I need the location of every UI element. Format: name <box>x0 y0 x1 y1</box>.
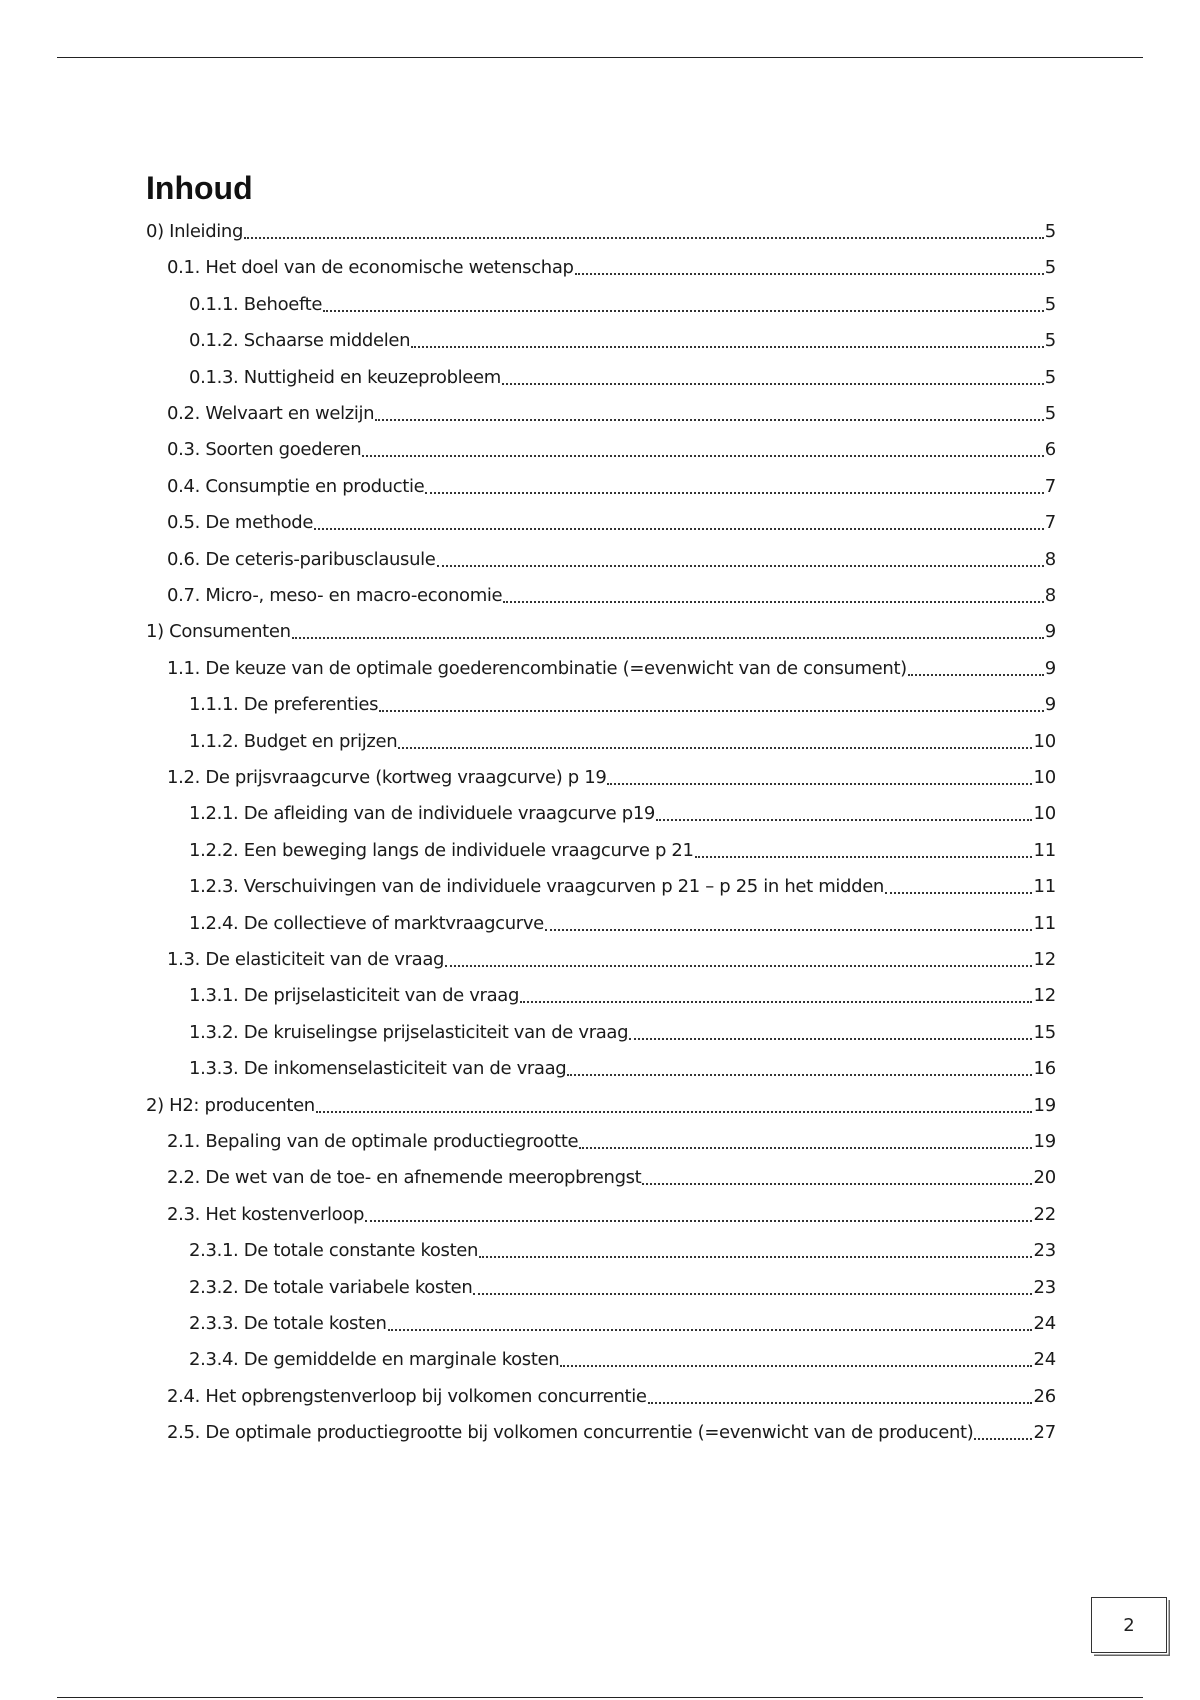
dot-leader <box>502 383 1044 385</box>
toc-entry[interactable] <box>146 979 1056 1009</box>
toc-entry-page: 16 <box>1033 1058 1056 1080</box>
toc-entry[interactable] <box>146 761 1056 791</box>
toc-entry[interactable] <box>146 506 1056 536</box>
toc-entry-page: 9 <box>1044 657 1056 679</box>
toc-entry-label: 1.3.1. De prijselasticiteit van de vraag <box>189 985 520 1007</box>
toc-entry-page: 5 <box>1044 330 1056 352</box>
toc-entry-page: 5 <box>1044 293 1056 315</box>
toc-entry-label: 1.1.1. De preferenties <box>189 694 379 716</box>
toc-entry-page: 5 <box>1044 257 1056 279</box>
dot-leader <box>473 1293 1032 1295</box>
toc-entry[interactable] <box>146 1343 1056 1373</box>
toc-entry-label: 1.1.2. Budget en prijzen <box>189 730 398 752</box>
toc-entry-label: 1.2. De prijsvraagcurve (kortweg vraagcurve) p 19 <box>167 767 607 788</box>
toc-entry-label: 1.2.2. Een beweging langs de individuele vraagcurve p 21 <box>189 839 694 861</box>
dot-leader <box>575 273 1044 275</box>
toc-entry-label: 1) Consumenten <box>146 621 291 643</box>
toc-entry-page: 10 <box>1033 803 1056 825</box>
dot-leader <box>316 1111 1033 1113</box>
dot-leader <box>365 1220 1032 1222</box>
toc-entry-page: 8 <box>1044 548 1056 570</box>
toc-entry[interactable] <box>146 652 1056 682</box>
toc-entry-page: 7 <box>1044 512 1056 534</box>
toc-entry[interactable] <box>146 1234 1056 1264</box>
dot-leader <box>375 419 1043 421</box>
toc-entry[interactable] <box>146 725 1056 755</box>
dot-leader <box>362 455 1043 457</box>
toc-entry-page: 5 <box>1044 366 1056 388</box>
toc-entry-page: 11 <box>1033 839 1056 861</box>
dot-leader <box>648 1402 1033 1404</box>
toc-entry[interactable] <box>146 907 1056 937</box>
toc-entry-page: 22 <box>1033 1203 1056 1225</box>
toc-entry-page: 11 <box>1033 912 1056 934</box>
toc-entry[interactable] <box>146 324 1056 354</box>
dot-leader <box>974 1438 1032 1440</box>
toc-entry[interactable] <box>146 615 1056 645</box>
toc-entry-label: 2.3.3. De totale kosten <box>189 1313 387 1334</box>
toc-entry[interactable] <box>146 579 1056 609</box>
toc-entry-label: 0.1.3. Nuttigheid en keuzeprobleem <box>189 366 501 388</box>
dot-leader <box>445 965 1032 967</box>
toc-entry[interactable] <box>146 288 1056 318</box>
toc-entry-label: 1.3.2. De kruiselingse prijselasticiteit van de vraag <box>189 1021 629 1043</box>
toc-entry-page: 19 <box>1033 1094 1056 1116</box>
toc-entry[interactable] <box>146 1271 1056 1301</box>
toc-entry[interactable] <box>146 834 1056 864</box>
toc-entry-label: 0.1. Het doel van de economische wetenschap <box>167 257 574 279</box>
toc-entry[interactable] <box>146 1052 1056 1082</box>
footer-rule <box>57 1697 1143 1698</box>
dot-leader <box>388 1329 1033 1331</box>
dot-leader <box>379 710 1044 712</box>
toc-entry-label: 1.3.3. De inkomenselasticiteit van de vraag <box>189 1058 567 1080</box>
toc-entry-page: 7 <box>1044 475 1056 497</box>
toc-entry-label: 0) Inleiding <box>146 221 244 242</box>
toc-entry-page: 5 <box>1044 221 1056 242</box>
toc-entry[interactable] <box>146 797 1056 827</box>
dot-leader <box>292 637 1044 639</box>
toc-entry-label: 0.5. De methode <box>167 512 314 534</box>
toc-entry-label: 0.1.2. Schaarse middelen <box>189 330 411 352</box>
toc-entry[interactable] <box>146 1416 1056 1446</box>
toc-entry-page: 24 <box>1033 1349 1056 1371</box>
toc-entry-page: 9 <box>1044 694 1056 716</box>
toc-entry-label: 1.2.3. Verschuivingen van de individuele vraagcurven p 21 – p 25 in het midden <box>189 876 884 898</box>
toc-entry[interactable] <box>146 1125 1056 1155</box>
toc-entry[interactable] <box>146 1089 1056 1119</box>
toc-title: Inhoud <box>146 170 253 206</box>
toc-entry-page: 12 <box>1033 985 1056 1007</box>
toc-entry[interactable] <box>146 1161 1056 1191</box>
page-number-box <box>1091 1597 1167 1653</box>
dot-leader <box>503 601 1043 603</box>
toc-entry-page: 8 <box>1044 585 1056 606</box>
dot-leader <box>642 1183 1032 1185</box>
toc-entry[interactable] <box>146 870 1056 900</box>
toc-entry-label: 0.1.1. Behoefte <box>189 293 323 315</box>
toc-entry[interactable] <box>146 433 1056 463</box>
dot-leader <box>629 1038 1032 1040</box>
toc-entry-page: 24 <box>1033 1313 1056 1334</box>
toc-entry-label: 0.4. Consumptie en productie <box>167 475 425 497</box>
toc-entry-label: 2.5. De optimale productiegrootte bij volkomen concurrentie (=evenwicht van de producent) <box>167 1422 974 1444</box>
toc-entry[interactable] <box>146 943 1056 973</box>
toc-entry[interactable] <box>146 215 1056 245</box>
toc-entry-page: 23 <box>1033 1276 1056 1298</box>
toc-entry-label: 1.2.4. De collectieve of marktvraagcurve <box>189 912 544 934</box>
toc-entry[interactable] <box>146 543 1056 573</box>
page-number: 2 <box>1123 1614 1135 1636</box>
toc-entry-page: 11 <box>1033 876 1056 898</box>
toc-entry-page: 27 <box>1033 1422 1056 1444</box>
toc-entry[interactable] <box>146 1198 1056 1228</box>
toc-entry-label: 0.6. De ceteris-paribusclausule <box>167 548 436 570</box>
toc-entry-page: 9 <box>1044 621 1056 643</box>
dot-leader <box>695 856 1033 858</box>
toc-entry-page: 10 <box>1033 730 1056 752</box>
toc-entry-page: 20 <box>1033 1167 1056 1189</box>
toc-entry-label: 1.1. De keuze van de optimale goederencombinatie (=evenwicht van de consument) <box>167 657 907 679</box>
dot-leader <box>411 346 1044 348</box>
toc-entry-label: 1.2.1. De afleiding van de individuele vraagcurve p19 <box>189 803 656 825</box>
toc-entry-label: 2.1. Bepaling van de optimale productiegrootte <box>167 1131 579 1152</box>
dot-leader <box>323 310 1044 312</box>
toc-entry-page: 5 <box>1044 403 1056 424</box>
dot-leader <box>607 783 1032 785</box>
toc-entry-label: 0.2. Welvaart en welzijn <box>167 403 375 424</box>
toc-entry-page: 6 <box>1044 439 1056 461</box>
toc-entry-page: 19 <box>1033 1131 1056 1152</box>
toc-entry-page: 12 <box>1033 949 1056 970</box>
toc-entry-page: 23 <box>1033 1240 1056 1262</box>
toc-entry[interactable] <box>146 1380 1056 1410</box>
toc-entry-label: 0.3. Soorten goederen <box>167 439 362 461</box>
toc-entry[interactable] <box>146 397 1056 427</box>
header-rule <box>57 57 1143 58</box>
toc-entry-label: 0.7. Micro-, meso- en macro-economie <box>167 585 503 606</box>
dot-leader <box>437 565 1044 567</box>
dot-leader <box>520 1001 1032 1003</box>
toc-entry-label: 1.3. De elasticiteit van de vraag <box>167 949 445 970</box>
dot-leader <box>314 528 1044 530</box>
toc-entry[interactable] <box>146 1016 1056 1046</box>
toc-entry-label: 2.2. De wet van de toe- en afnemende meeropbrengst <box>167 1167 642 1189</box>
toc-entry-label: 2.3.1. De totale constante kosten <box>189 1240 479 1262</box>
dot-leader <box>560 1365 1032 1367</box>
dot-leader <box>579 1147 1032 1149</box>
dot-leader <box>545 929 1033 931</box>
toc-entry-label: 2.3.2. De totale variabele kosten <box>189 1276 473 1298</box>
dot-leader <box>908 674 1044 676</box>
toc-entry-label: 2.4. Het opbrengstenverloop bij volkomen concurrentie <box>167 1385 647 1407</box>
toc-entry[interactable] <box>146 470 1056 500</box>
toc-entry[interactable] <box>146 361 1056 391</box>
dot-leader <box>425 492 1043 494</box>
toc-entry[interactable] <box>146 251 1056 281</box>
dot-leader <box>244 237 1044 239</box>
dot-leader <box>885 892 1033 894</box>
toc-entry-page: 15 <box>1033 1021 1056 1043</box>
toc-entry-page: 26 <box>1033 1385 1056 1407</box>
dot-leader <box>656 819 1032 821</box>
toc-entry-label: 2) H2: producenten <box>146 1094 315 1116</box>
toc-entry[interactable] <box>146 1307 1056 1337</box>
dot-leader <box>479 1256 1032 1258</box>
dot-leader <box>567 1074 1032 1076</box>
toc-entry-label: 2.3.4. De gemiddelde en marginale kosten <box>189 1349 560 1371</box>
toc-entry-page: 10 <box>1033 767 1056 788</box>
toc-entry-label: 2.3. Het kostenverloop <box>167 1203 365 1225</box>
dot-leader <box>398 747 1032 749</box>
toc-entry[interactable] <box>146 688 1056 718</box>
